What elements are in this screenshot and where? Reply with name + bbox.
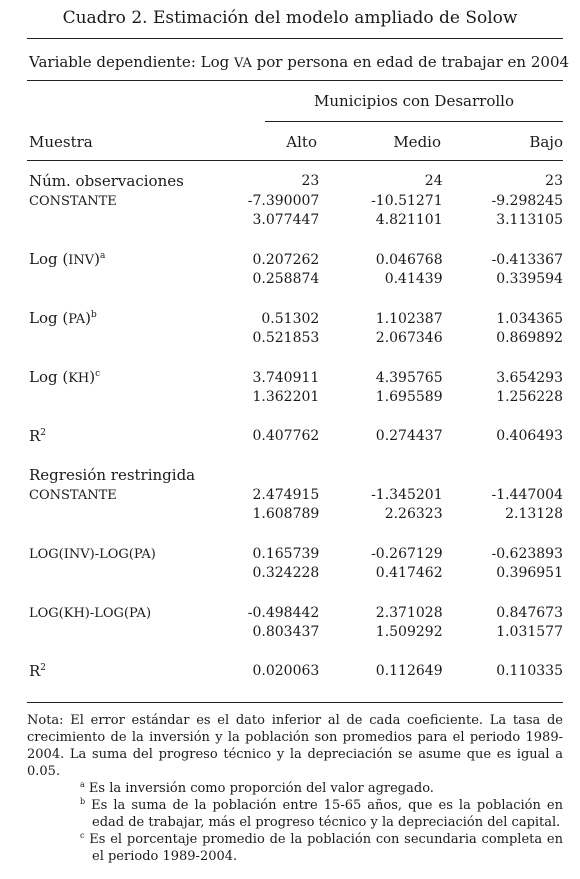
cell: 1.031577 — [496, 624, 563, 640]
cell: 1.034365 — [496, 310, 563, 327]
cell: 23 — [301, 173, 320, 189]
cell: 1.256228 — [496, 389, 563, 405]
cell: 1.695589 — [375, 389, 443, 405]
dep-abbr: VA — [234, 56, 252, 71]
cell: 1.509292 — [375, 624, 443, 640]
cell: 0.207262 — [252, 251, 320, 268]
group-rule — [265, 121, 563, 122]
table-row — [27, 564, 563, 583]
footnote-a: $^a$ Es la inversión como proporción del valor agregado. — [80, 780, 434, 796]
cell: 0.165739 — [252, 545, 320, 562]
row-label: $R^2$ — [29, 427, 47, 445]
table-row — [27, 427, 563, 446]
table-row — [27, 603, 563, 623]
cell: 0.274437 — [375, 428, 443, 444]
cell: 2.067346 — [375, 330, 443, 346]
cell: 1.608789 — [252, 506, 320, 522]
cell: 0.339594 — [496, 271, 563, 287]
table-row — [27, 329, 563, 348]
table-notes — [27, 712, 563, 865]
cell: 24 — [424, 173, 443, 189]
section-label: Regresión restringida — [29, 466, 196, 484]
cell: 3.654293 — [496, 369, 563, 386]
cell: -1.345201 — [371, 486, 443, 503]
cell: 3.740911 — [252, 369, 320, 386]
cell: -0.498442 — [247, 604, 320, 621]
table-row — [27, 544, 563, 564]
cell: 0.020063 — [252, 663, 320, 679]
footnote-c: $^c$ Es el porcentaje promedio de la población con secundaria completa en el periodo 1989-2004. — [80, 831, 563, 864]
cell: 0.869892 — [496, 330, 563, 346]
row-label: CONSTANTE — [29, 488, 117, 503]
table-row — [27, 191, 563, 211]
cell: -0.623893 — [491, 545, 563, 562]
results-table — [27, 172, 563, 681]
cell: 2.26323 — [384, 506, 443, 522]
row-label: LOG(KH)-LOG(PA) — [29, 606, 152, 621]
column-header-bajo: Bajo — [529, 133, 563, 151]
row-label: Log (INV)$^a$ — [29, 250, 106, 268]
row-header: Muestra — [29, 133, 93, 151]
column-header-alto: Alto — [286, 133, 317, 151]
cell: -7.390007 — [247, 192, 320, 209]
table-row — [27, 388, 563, 407]
cell: 0.803437 — [252, 624, 320, 640]
table-row — [27, 662, 563, 681]
dep-prefix: Variable dependiente: Log — [29, 53, 234, 71]
table-row — [27, 250, 563, 270]
row-label: Log (KH)$^c$ — [29, 368, 101, 386]
cell: -10.51271 — [371, 192, 443, 209]
cell: 2.371028 — [375, 604, 443, 621]
cell: 3.113105 — [496, 212, 563, 228]
table-row — [27, 211, 563, 230]
table-title: Cuadro 2. Estimación del modelo ampliado de Solow — [62, 8, 518, 28]
header-rule — [27, 160, 563, 161]
cell: 3.077447 — [252, 212, 320, 228]
row-label: LOG(INV)-LOG(PA) — [29, 547, 156, 562]
cell: 0.112649 — [375, 663, 443, 679]
cell: -9.298245 — [491, 192, 563, 209]
table-row — [27, 309, 563, 329]
row-label: Núm. observaciones — [29, 172, 184, 190]
cell: 4.395765 — [375, 369, 443, 386]
cell: 1.362201 — [252, 389, 320, 405]
footnote-b: $^b$ Es la suma de la población entre 15-65 años, que es la población en edad de trabajar, más el progreso técnico y la depreciación del capital. — [80, 797, 563, 830]
column-group-header: Municipios con Desarrollo — [314, 92, 514, 110]
cell: 0.110335 — [496, 663, 563, 679]
cell: 0.258874 — [252, 271, 320, 287]
cell: -0.267129 — [371, 545, 443, 562]
cell: 2.474915 — [252, 486, 320, 503]
row-label: Log (PA)$^b$ — [29, 309, 97, 327]
cell: 2.13128 — [505, 506, 563, 522]
table-row — [27, 172, 563, 191]
table-row — [27, 270, 563, 289]
cell: 0.41439 — [384, 271, 443, 287]
cell: 0.521853 — [252, 330, 320, 346]
row-label: CONSTANTE — [29, 194, 117, 209]
dependent-variable-caption — [29, 53, 569, 71]
cell: 4.821101 — [375, 212, 443, 228]
table-row — [27, 466, 563, 485]
note-main: Nota: El error estándar es el dato inferior al de cada coeficiente. La tasa de crecimiento de la inversión y la población son promedios para el periodo 1989-2004. La suma del progreso técnico y la depreciación se asume que es igual a 0.05. — [27, 713, 563, 779]
table-row — [27, 368, 563, 388]
top-rule — [27, 38, 563, 39]
cell: 0.51302 — [261, 310, 320, 327]
cell: 0.406493 — [496, 428, 563, 444]
table-row — [27, 485, 563, 505]
dep-suffix: por persona en edad de trabajar en 2004 — [251, 53, 570, 71]
cell: 0.324228 — [252, 565, 320, 581]
table-row — [27, 623, 563, 642]
caption-rule — [27, 80, 563, 81]
cell: 0.417462 — [375, 565, 443, 581]
table-row — [27, 505, 563, 524]
cell: 23 — [545, 173, 563, 189]
cell: 0.046768 — [375, 251, 443, 268]
bottom-rule — [27, 702, 563, 703]
column-header-medio: Medio — [393, 133, 441, 151]
cell: -1.447004 — [491, 486, 563, 503]
cell: 0.407762 — [252, 428, 320, 444]
cell: -0.413367 — [491, 251, 563, 268]
cell: 0.847673 — [496, 604, 563, 621]
cell: 0.396951 — [496, 565, 563, 581]
cell: 1.102387 — [375, 310, 443, 327]
row-label: $R^2$ — [29, 662, 47, 680]
